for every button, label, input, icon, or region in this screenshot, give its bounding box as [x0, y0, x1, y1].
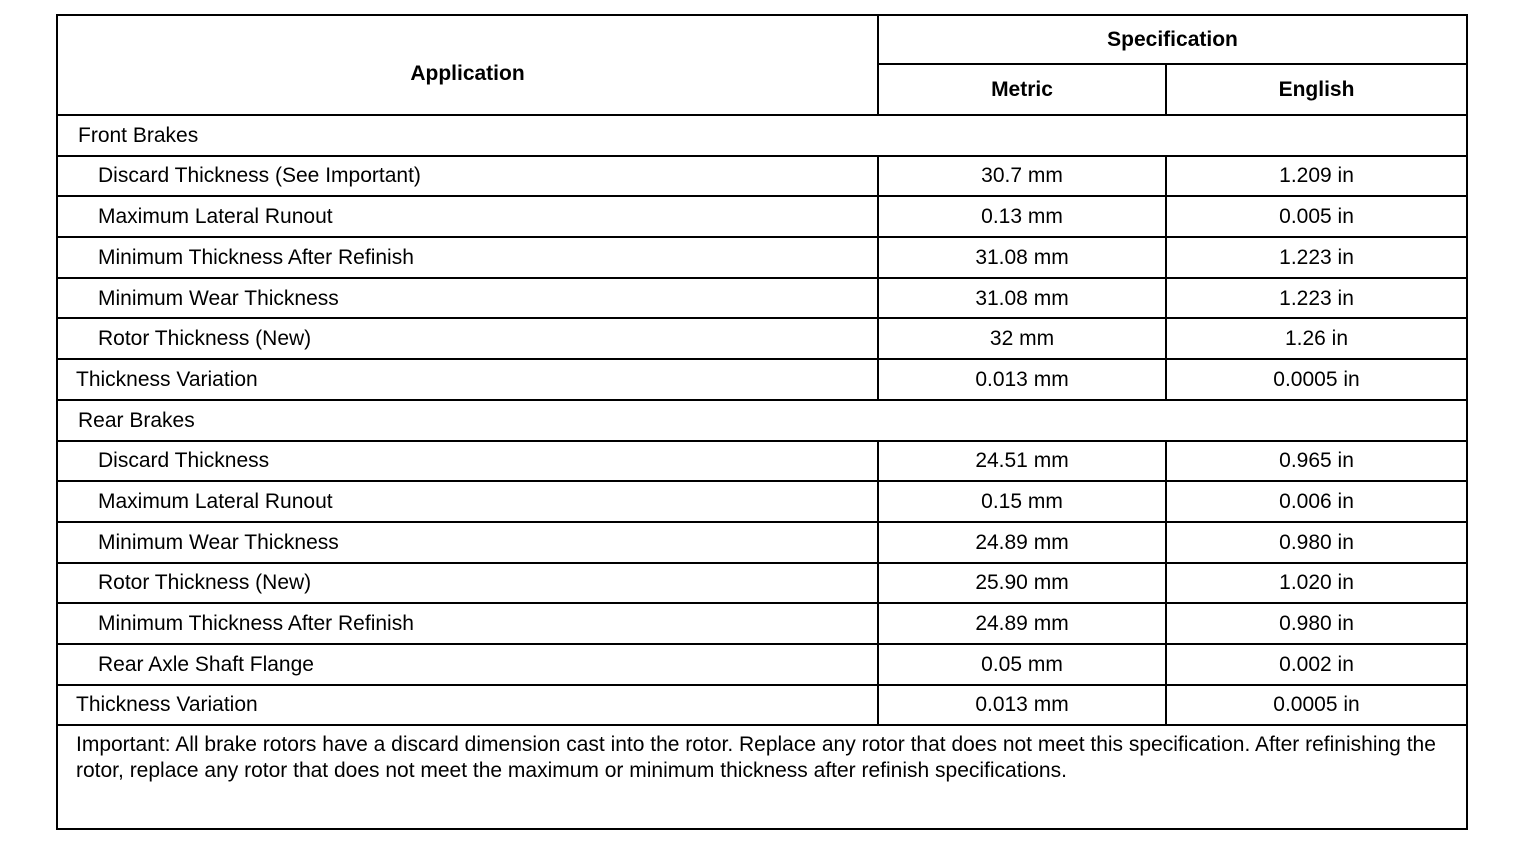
table-row	[57, 644, 1467, 685]
item-label: Minimum Thickness After Refinish	[57, 237, 878, 278]
item-english-value: 0.965 in	[1166, 441, 1467, 482]
item-english-value: 0.980 in	[1166, 522, 1467, 563]
item-label: Rear Axle Shaft Flange	[57, 644, 878, 685]
header-specification: Specification	[878, 15, 1467, 64]
important-note: Important: All brake rotors have a discard dimension cast into the rotor. Replace any rotor that does not meet this specification. After refinishing the rotor, replace any rotor that does not meet the maximum or minimum thickness after refinish specifications.	[57, 725, 1467, 829]
summary-label: Thickness Variation	[57, 685, 878, 726]
table-row	[57, 603, 1467, 644]
summary-label: Thickness Variation	[57, 359, 878, 400]
section-header-row	[57, 400, 1467, 441]
item-label: Maximum Lateral Runout	[57, 481, 878, 522]
item-metric-value: 32 mm	[878, 318, 1166, 359]
header-metric: Metric	[878, 64, 1166, 115]
item-label: Rotor Thickness (New)	[57, 318, 878, 359]
item-metric-value: 31.08 mm	[878, 278, 1166, 319]
item-metric-value: 24.89 mm	[878, 522, 1166, 563]
item-english-value: 0.006 in	[1166, 481, 1467, 522]
summary-english-value: 0.0005 in	[1166, 685, 1467, 726]
item-label: Minimum Thickness After Refinish	[57, 603, 878, 644]
table-row	[57, 481, 1467, 522]
summary-english-value: 0.0005 in	[1166, 359, 1467, 400]
table-row	[57, 441, 1467, 482]
item-english-value: 0.005 in	[1166, 196, 1467, 237]
item-metric-value: 24.89 mm	[878, 603, 1166, 644]
table-row	[57, 156, 1467, 197]
item-label: Discard Thickness	[57, 441, 878, 482]
table-row	[57, 237, 1467, 278]
section-title: Rear Brakes	[57, 400, 1467, 441]
item-english-value: 0.980 in	[1166, 603, 1467, 644]
summary-metric-value: 0.013 mm	[878, 359, 1166, 400]
item-metric-value: 0.13 mm	[878, 196, 1166, 237]
item-metric-value: 31.08 mm	[878, 237, 1166, 278]
item-english-value: 1.209 in	[1166, 156, 1467, 197]
item-metric-value: 30.7 mm	[878, 156, 1166, 197]
table-row	[57, 522, 1467, 563]
table-row	[57, 196, 1467, 237]
summary-row	[57, 685, 1467, 726]
item-label: Minimum Wear Thickness	[57, 278, 878, 319]
item-metric-value: 0.15 mm	[878, 481, 1166, 522]
item-metric-value: 24.51 mm	[878, 441, 1166, 482]
summary-row	[57, 359, 1467, 400]
header-english: English	[1166, 64, 1467, 115]
section-header-row	[57, 115, 1467, 156]
item-english-value: 1.223 in	[1166, 278, 1467, 319]
item-label: Rotor Thickness (New)	[57, 563, 878, 604]
table-row	[57, 563, 1467, 604]
section-title: Front Brakes	[57, 115, 1467, 156]
table-row	[57, 278, 1467, 319]
table-row	[57, 318, 1467, 359]
spec-body	[57, 115, 1467, 725]
item-english-value: 1.020 in	[1166, 563, 1467, 604]
spec-table	[56, 14, 1468, 830]
item-english-value: 1.223 in	[1166, 237, 1467, 278]
header-application: Application	[57, 15, 878, 115]
summary-metric-value: 0.013 mm	[878, 685, 1166, 726]
item-metric-value: 0.05 mm	[878, 644, 1166, 685]
item-label: Minimum Wear Thickness	[57, 522, 878, 563]
item-metric-value: 25.90 mm	[878, 563, 1166, 604]
item-english-value: 0.002 in	[1166, 644, 1467, 685]
item-english-value: 1.26 in	[1166, 318, 1467, 359]
item-label: Discard Thickness (See Important)	[57, 156, 878, 197]
item-label: Maximum Lateral Runout	[57, 196, 878, 237]
